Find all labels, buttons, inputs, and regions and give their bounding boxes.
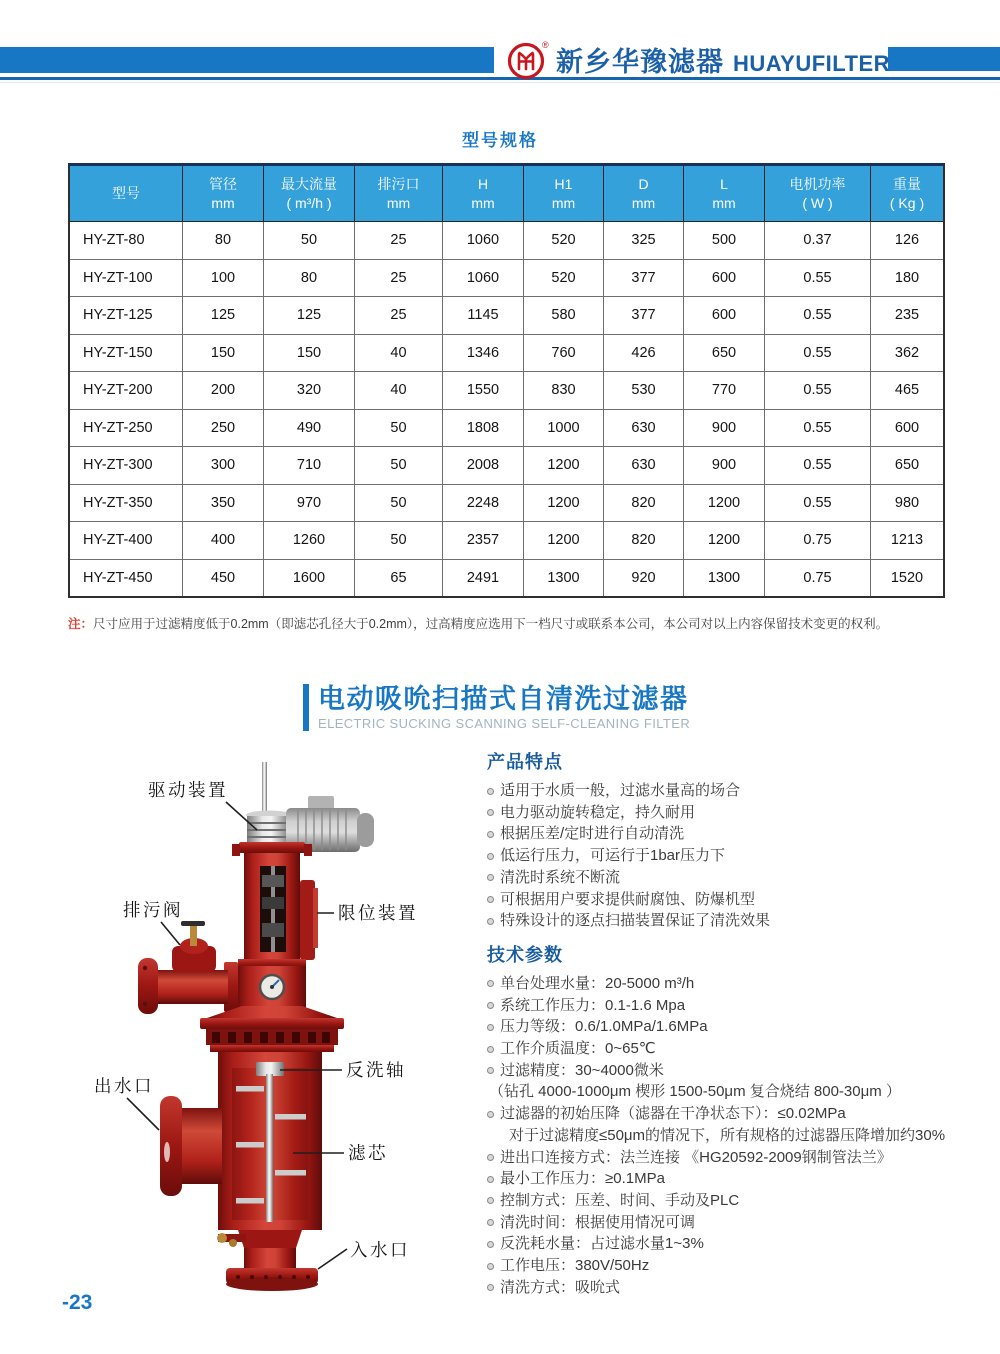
column-header [524, 165, 604, 222]
value-cell: 500 [684, 222, 765, 260]
brand [556, 40, 890, 79]
inlet-neck [244, 1248, 296, 1268]
table-row [69, 484, 944, 522]
note-label: 注： [68, 617, 94, 631]
brand-name-en: HUAYUFILTER [733, 51, 891, 76]
model-cell: HY-ZT-80 [69, 222, 183, 260]
column-header [264, 165, 355, 222]
value-cell: 350 [183, 484, 264, 522]
page-number: -23 [62, 1291, 93, 1314]
value-cell: 25 [355, 222, 443, 260]
value-cell: 80 [264, 259, 355, 297]
column-header-line1: H1 [554, 175, 573, 192]
column-header-line2: mm [712, 194, 736, 211]
drive-shaft-rod [262, 762, 267, 818]
column-header-line2: ( Kg ) [889, 194, 925, 211]
column-header-line1: L [720, 175, 728, 192]
param-item: 单台处理水量：20-5000 m³/h [487, 973, 997, 995]
table-note [68, 614, 948, 632]
value-cell: 125 [183, 297, 264, 335]
column-header [183, 165, 264, 222]
right-column [487, 748, 997, 1298]
value-cell: 25 [355, 297, 443, 335]
backwash-shaft [266, 1074, 273, 1222]
value-cell: 920 [604, 559, 684, 597]
value-cell: 1200 [684, 484, 765, 522]
value-cell: 0.37 [765, 222, 871, 260]
column-header [69, 165, 183, 222]
value-cell: 300 [183, 447, 264, 485]
value-cell: 200 [183, 372, 264, 410]
inlet-port-label: 入水口 [350, 1240, 410, 1260]
table-row [69, 297, 944, 335]
param-item: 反洗耗水量：占过滤水量1~3% [487, 1233, 997, 1255]
table-row [69, 222, 944, 260]
spec-table-header-row [69, 165, 944, 222]
header-right-bar [888, 47, 1000, 71]
valve-handle [181, 921, 205, 926]
value-cell: 600 [684, 297, 765, 335]
column-header [604, 165, 684, 222]
header-left-bar [0, 47, 494, 73]
param-item: 工作介质温度：0~65℃ [487, 1038, 997, 1060]
value-cell: 0.55 [765, 297, 871, 335]
column-header-line2: ( W ) [802, 194, 833, 211]
value-cell: 2248 [443, 484, 524, 522]
value-cell: 362 [871, 334, 945, 372]
value-cell: 377 [604, 297, 684, 335]
column-header-line2: mm [631, 194, 656, 211]
outlet-flange [160, 1096, 182, 1196]
value-cell: 970 [264, 484, 355, 522]
outlet-port-label: 出水口 [94, 1076, 154, 1096]
value-cell: 630 [604, 447, 684, 485]
column-header-line1: 型号 [112, 185, 140, 201]
motor-end-cap [357, 813, 374, 847]
param-item: （钻孔 4000-1000μm 楔形 1500-50μm 复合烧结 800-30μm ） [489, 1083, 901, 1101]
value-cell: 180 [871, 259, 945, 297]
table-row [69, 259, 944, 297]
header-rule-light [0, 82, 1000, 83]
param-item: 对于过滤精度≤50μm的情况下，所有规格的过滤器压降增加约30% [509, 1126, 946, 1144]
column-header [355, 165, 443, 222]
value-cell: 40 [355, 372, 443, 410]
column-header-line2: mm [386, 194, 411, 211]
column-header-line1: D [638, 175, 649, 192]
leader-line [161, 922, 180, 945]
value-cell: 1200 [524, 484, 604, 522]
value-cell: 1200 [524, 522, 604, 560]
param-item: 过滤精度：30~4000微米 [487, 1060, 997, 1082]
value-cell: 900 [684, 409, 765, 447]
column-header-line1: 电机功率 [789, 175, 846, 192]
value-cell: 580 [524, 297, 604, 335]
column-header-line2: mm [471, 194, 495, 211]
value-cell: 50 [355, 484, 443, 522]
model-cell: HY-ZT-450 [69, 559, 183, 597]
model-cell: HY-ZT-400 [69, 522, 183, 560]
value-cell: 1200 [684, 522, 765, 560]
value-cell: 0.55 [765, 409, 871, 447]
value-cell: 1213 [871, 522, 945, 560]
value-cell: 2008 [443, 447, 524, 485]
value-cell: 710 [264, 447, 355, 485]
value-cell: 150 [264, 334, 355, 372]
value-cell: 600 [684, 259, 765, 297]
limit-device [300, 880, 315, 960]
value-cell: 2491 [443, 559, 524, 597]
value-cell: 1060 [443, 259, 524, 297]
section-title-block [303, 684, 690, 731]
features-list [487, 780, 997, 932]
brand-name-cn: 新乡华豫滤器 [556, 47, 724, 77]
table-row [69, 522, 944, 560]
value-cell: 1260 [264, 522, 355, 560]
value-cell: 235 [871, 297, 945, 335]
note-text: 尺寸应用于过滤精度低于0.2mm（即滤芯孔径大于0.2mm），过高精度应选用下一档尺寸或联系本公司，本公司对以上内容保留技术变更的权利。 [93, 617, 889, 631]
feature-item: 清洗时系统不断流 [487, 867, 997, 889]
param-item: 控制方式：压差、时间、手动及PLC [487, 1190, 997, 1212]
value-cell: 325 [604, 222, 684, 260]
drain-valve-label: 排污阀 [123, 900, 183, 920]
value-cell: 250 [183, 409, 264, 447]
column-header-line1: 管径 [209, 175, 237, 192]
spec-table-title: 型号规格 [462, 131, 538, 150]
model-cell: HY-ZT-125 [69, 297, 183, 335]
value-cell: 820 [604, 484, 684, 522]
value-cell: 50 [264, 222, 355, 260]
column-header-line2: mm [551, 194, 576, 211]
value-cell: 830 [524, 372, 604, 410]
column-header [871, 165, 945, 222]
value-cell: 760 [524, 334, 604, 372]
value-cell: 1300 [524, 559, 604, 597]
value-cell: 490 [264, 409, 355, 447]
param-item: 进出口连接方式：法兰连接 《HG20592-2009钢制管法兰》 [487, 1147, 997, 1169]
param-item: 清洗方式：吸吮式 [487, 1277, 997, 1299]
value-cell: 80 [183, 222, 264, 260]
model-cell: HY-ZT-250 [69, 409, 183, 447]
value-cell: 0.75 [765, 522, 871, 560]
table-row [69, 559, 944, 597]
value-cell: 1200 [524, 447, 604, 485]
registered-mark: ® [542, 40, 549, 50]
feature-item: 低运行压力，可运行于1bar压力下 [487, 845, 997, 867]
table-row [69, 372, 944, 410]
value-cell: 530 [604, 372, 684, 410]
column-header [443, 165, 524, 222]
feature-item: 电力驱动旋转稳定，持久耐用 [487, 802, 997, 824]
drain-pipe [154, 970, 228, 1004]
params-heading: 技术参数 [487, 944, 563, 965]
value-cell: 50 [355, 447, 443, 485]
value-cell: 0.55 [765, 484, 871, 522]
feature-item: 适用于水质一般，过滤水量高的场合 [487, 780, 997, 802]
value-cell: 1550 [443, 372, 524, 410]
table-row [69, 447, 944, 485]
value-cell: 1520 [871, 559, 945, 597]
value-cell: 520 [524, 222, 604, 260]
value-cell: 650 [871, 447, 945, 485]
value-cell: 125 [264, 297, 355, 335]
value-cell: 1808 [443, 409, 524, 447]
value-cell: 400 [183, 522, 264, 560]
column-header-line2: mm [211, 194, 235, 211]
param-item: 工作电压：380V/50Hz [487, 1255, 997, 1277]
cartridge-label: 滤芯 [348, 1143, 388, 1163]
value-cell: 2357 [443, 522, 524, 560]
bolted-flange-ring [206, 1029, 338, 1045]
value-cell: 650 [684, 334, 765, 372]
model-cell: HY-ZT-300 [69, 447, 183, 485]
value-cell: 820 [604, 522, 684, 560]
column-header-line1: 重量 [893, 175, 921, 192]
value-cell: 1600 [264, 559, 355, 597]
feature-item: 特殊设计的逐点扫描装置保证了清洗效果 [487, 910, 997, 932]
value-cell: 980 [871, 484, 945, 522]
param-item: 清洗时间：根据使用情况可调 [487, 1212, 997, 1234]
model-cell: HY-ZT-150 [69, 334, 183, 372]
value-cell: 0.55 [765, 259, 871, 297]
param-item: 压力等级：0.6/1.0MPa/1.6MPa [487, 1016, 997, 1038]
value-cell: 150 [183, 334, 264, 372]
value-cell: 0.55 [765, 334, 871, 372]
value-cell: 0.55 [765, 447, 871, 485]
param-item: 系统工作压力：0.1-1.6 Mpa [487, 995, 997, 1017]
value-cell: 1145 [443, 297, 524, 335]
value-cell: 426 [604, 334, 684, 372]
drive-device-label: 驱动装置 [148, 780, 228, 800]
value-cell: 0.55 [765, 372, 871, 410]
column-header-line1: 最大流量 [281, 175, 337, 192]
value-cell: 50 [355, 409, 443, 447]
value-cell: 126 [871, 222, 945, 260]
table-row [69, 334, 944, 372]
valve-stem [190, 926, 197, 946]
motor-junction-box [308, 796, 334, 810]
column-header-line1: 排污口 [377, 175, 420, 192]
value-cell: 450 [183, 559, 264, 597]
value-cell: 900 [684, 447, 765, 485]
section-title-cn: 电动吸吮扫描式自清洗过滤器 [318, 684, 689, 714]
value-cell: 50 [355, 522, 443, 560]
value-cell: 65 [355, 559, 443, 597]
value-cell: 0.75 [765, 559, 871, 597]
value-cell: 320 [264, 372, 355, 410]
value-cell: 630 [604, 409, 684, 447]
limit-device-label: 限位装置 [338, 903, 418, 923]
value-cell: 600 [871, 409, 945, 447]
table-row [69, 409, 944, 447]
column-header [765, 165, 871, 222]
drain-flange [138, 958, 158, 1014]
param-item: 最小工作压力：≥0.1MPa [487, 1168, 997, 1190]
column-header-line1: H [477, 175, 489, 192]
value-cell: 1060 [443, 222, 524, 260]
value-cell: 100 [183, 259, 264, 297]
column-header [684, 165, 765, 222]
feature-item: 根据压差/定时进行自动清洗 [487, 823, 997, 845]
feature-item: 可根据用户要求提供耐腐蚀、防爆机型 [487, 889, 997, 911]
column-header-line2: ( m³/h ) [286, 194, 332, 211]
model-cell: HY-ZT-350 [69, 484, 183, 522]
value-cell: 1000 [524, 409, 604, 447]
leader-line [127, 1098, 159, 1130]
value-cell: 25 [355, 259, 443, 297]
value-cell: 377 [604, 259, 684, 297]
model-cell: HY-ZT-100 [69, 259, 183, 297]
param-item: 过滤器的初始压降（滤器在干净状态下）：≤0.02MPa [487, 1103, 997, 1125]
value-cell: 40 [355, 334, 443, 372]
model-cell: HY-ZT-200 [69, 372, 183, 410]
backwash-shaft-label: 反洗轴 [346, 1060, 406, 1080]
section-title-en: ELECTRIC SUCKING SCANNING SELF-CLEANING FILTER [318, 716, 691, 731]
value-cell: 1300 [684, 559, 765, 597]
value-cell: 1346 [443, 334, 524, 372]
value-cell: 465 [871, 372, 945, 410]
value-cell: 520 [524, 259, 604, 297]
value-cell: 770 [684, 372, 765, 410]
huayu-logo-icon [506, 38, 550, 82]
leader-line [318, 1249, 347, 1269]
features-heading: 产品特点 [487, 752, 563, 772]
params-list [487, 973, 997, 1299]
filter-product-illustration [60, 756, 480, 1296]
spec-table [68, 163, 945, 598]
